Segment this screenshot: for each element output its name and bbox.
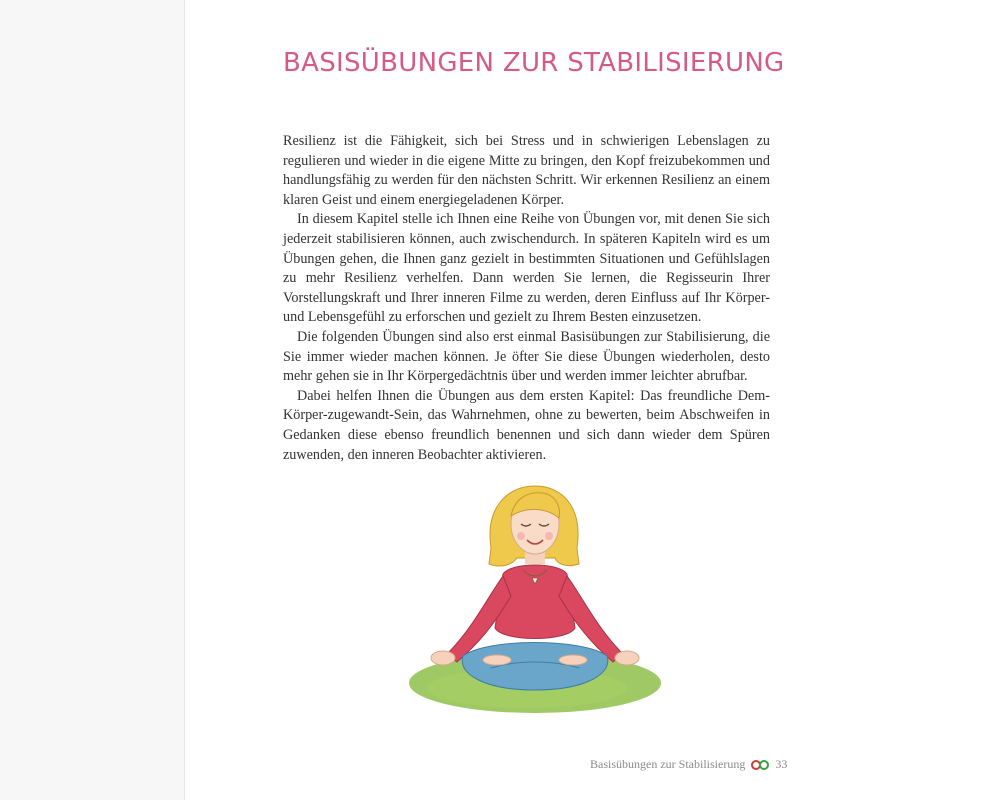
page-number: 33: [775, 757, 788, 771]
running-title: Basisübungen zur Stabilisierung: [590, 757, 746, 771]
paragraph-1: Resilienz ist die Fähigkeit, sich bei Stress und in schwierigen Lebenslagen zu regulieren und wieder in die eigene Mitte zu bringen, den Kopf freizubekommen und handlungsfähig zu werden für den nächsten Schritt. Wir erkennen Resilienz an einem klaren Geist und einem energiegeladenen Körper.: [283, 133, 770, 208]
paragraph-3: Die folgenden Übungen sind also erst einmal Basisübungen zur Stabilisierung, die Sie immer wieder machen können. Je öfter Sie diese Übungen wiederholen, desto mehr gehen sie in Ihr Körpergedächtnis über und werden immer leichter abrufbar.: [283, 328, 770, 385]
paragraph-4: Dabei helfen Ihnen die Übungen aus dem ersten Kapitel: Das freundliche Dem-Körper-zugewandt-Sein, das Wahrnehmen, ohne zu bewerten, beim Abschweifen in Gedanken diese ebenso freundlich benennen und sich dann wieder dem Spüren zuwenden, den inneren Beobachter aktivieren.: [283, 387, 770, 463]
page-title: BASISÜBUNGEN ZUR STABILISIERUNG: [283, 48, 785, 78]
book-gutter: [0, 0, 185, 800]
red-green-circles-icon: [751, 760, 769, 770]
legs: [462, 643, 608, 691]
paragraph-2: In diesem Kapitel stelle ich Ihnen eine Reihe von Übungen vor, mit denen Sie sich jederzeit stabilisieren können, auch zwischendurch. In späteren Kapiteln wird es um Übungen gehen, die Ihnen ganz gezielt in bestimmten Situationen und Gefühlslagen zu mehr Resilienz verhelfen. Dann werden Sie lernen, die Regisseurin Ihrer Vorstellungskraft und Ihrer inneren Filme zu werden, deren Einfluss auf Ihr Körper- und Lebensgefühl zu erforschen und gezielt zu Ihrem Besten einzusetzen.: [283, 211, 770, 326]
body-text: [283, 132, 770, 465]
book-page: [185, 0, 1000, 800]
meditating-woman-illustration: [407, 478, 667, 723]
page-footer: [590, 757, 787, 772]
